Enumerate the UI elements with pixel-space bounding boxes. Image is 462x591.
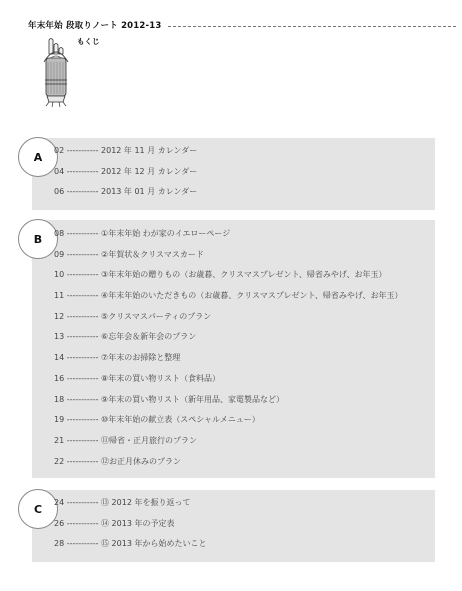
toc-entry: 08 ----------- ①年末年始 わが家のイエローページ xyxy=(54,229,231,238)
entry-list xyxy=(54,493,431,555)
entry-list xyxy=(54,141,431,203)
toc-entry: 21 ----------- ⑪帰省・正月旅行のプラン xyxy=(54,435,198,445)
section-a xyxy=(32,138,435,210)
toc-entry: 13 ----------- ⑥忘年会＆新年会のプラン xyxy=(54,332,197,342)
section-letter-circle: B xyxy=(18,219,58,259)
section-letter-circle: A xyxy=(18,137,58,177)
toc-entry: 18 ----------- ⑨年末の買い物リスト（新年用品、家電製品など） xyxy=(54,394,285,404)
toc-entry: 28 ----------- ⑮ 2013 年から始めたいこと xyxy=(54,539,207,549)
page-title: 年末年始 段取りノート 2012-13 xyxy=(28,21,162,31)
toc-entry: 22 ----------- ⑫お正月休みのプラン xyxy=(54,456,182,466)
toc-entry: 14 ----------- ⑦年末のお掃除と整理 xyxy=(54,353,181,363)
toc-entry: 24 ----------- ⑬ 2012 年を振り返って xyxy=(54,498,191,507)
entry-list xyxy=(54,224,431,472)
toc-entry: 26 ----------- ⑭ 2013 年の予定表 xyxy=(54,518,175,528)
section-c xyxy=(32,490,435,562)
toc-subtitle: もくじ xyxy=(77,37,100,46)
toc-entry: 11 ----------- ④年末年始のいただきもの（お歳暮、クリスマスプレゼント、帰省みやげ、お年玉） xyxy=(54,291,403,301)
section-b xyxy=(32,220,435,478)
header-dashed-rule xyxy=(168,26,456,27)
section-letter-circle: C xyxy=(18,489,58,529)
toc-entry: 02 ----------- 2012 年 11 月 カレンダー xyxy=(54,146,198,155)
kadomatsu-illustration xyxy=(38,36,74,112)
toc-entry: 09 ----------- ②年賀状＆クリスマスカード xyxy=(54,249,204,259)
toc-entry: 12 ----------- ⑤クリスマスパーティのプラン xyxy=(54,311,212,321)
toc-entry: 06 ----------- 2013 年 01 月 カレンダー xyxy=(54,187,198,197)
toc-entry: 19 ----------- ⑩年末年始の献立表（スペシャルメニュー） xyxy=(54,415,260,425)
toc-entry: 04 ----------- 2012 年 12 月 カレンダー xyxy=(54,166,198,176)
toc-entry: 16 ----------- ⑧年末の買い物リスト（食料品） xyxy=(54,373,221,383)
toc-entry: 10 ----------- ③年末年始の贈りもの（お歳暮、クリスマスプレゼント、帰省みやげ、お年玉） xyxy=(54,270,387,280)
